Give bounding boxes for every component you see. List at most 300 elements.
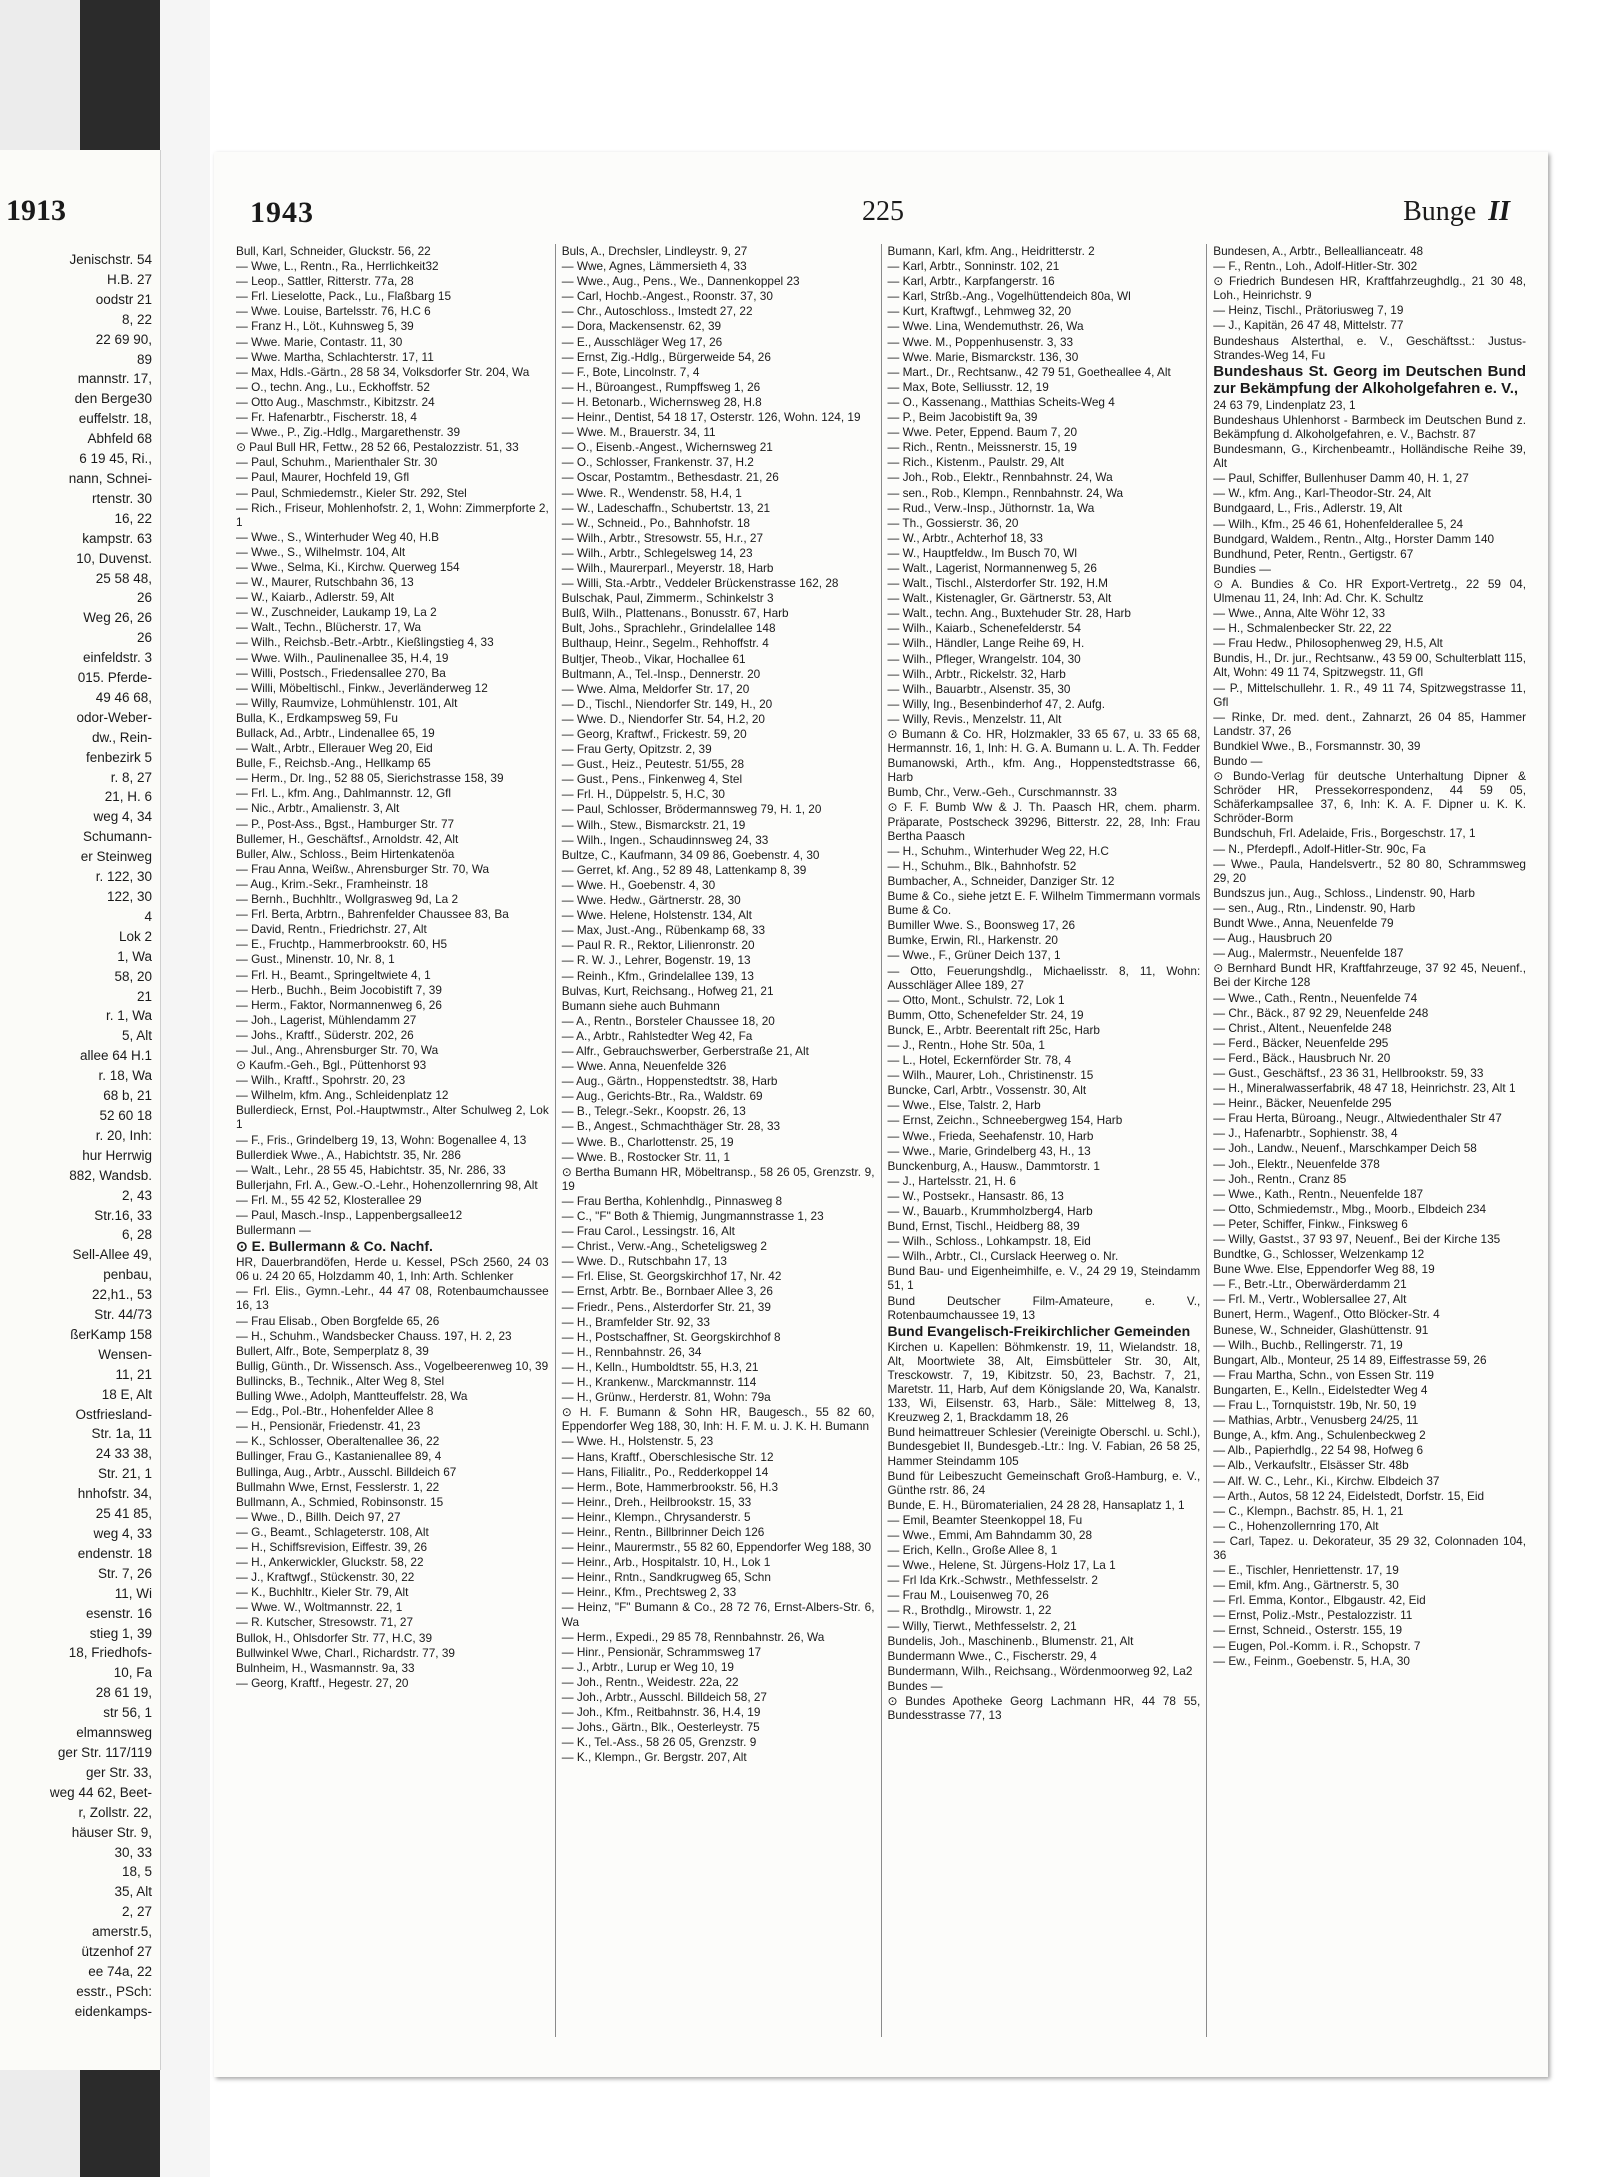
directory-entry: — Wilh., Ingen., Schaudinnsweg 24, 33 xyxy=(561,832,769,847)
directory-entry: — Wwe., F., Grüner Deich 137, 1 xyxy=(887,948,1061,963)
directory-entry: ⊙ Bumann & Co. HR, Holzmakler, 33 65 67, u. 33 65 68, Hermannstr. 16, 1, Inh: H. G. A. Bumann u. L. A. Th. Fedder xyxy=(887,727,1201,756)
directory-entry: Bullerdiek Wwe., A., Habichtstr. 35, Nr. 286 xyxy=(236,1147,461,1162)
directory-entry: — Edg., Pol.-Btr., Hohenfelder Allee 8 xyxy=(236,1404,434,1419)
previous-page-edge xyxy=(0,150,161,2070)
directory-entry: — L., Hotel, Eckernförder Str. 78, 4 xyxy=(887,1053,1072,1068)
directory-entry: — Wwe., Helene, St. Jürgens-Holz 17, La 1 xyxy=(887,1558,1116,1573)
directory-entry: Bungarten, E., Kelln., Eidelstedter Weg 4 xyxy=(1213,1382,1428,1397)
fragment-line: ßerKamp 158 xyxy=(70,1326,152,1342)
directory-entry: Bundkiel Wwe., B., Forsmannstr. 30, 39 xyxy=(1213,738,1421,753)
directory-entry: — Wilh., Arbtr., Rickelstr. 32, Harb xyxy=(887,666,1066,681)
directory-entry: — Rich., Rentn., Meissnerstr. 15, 19 xyxy=(887,440,1077,455)
directory-entry: Bungart, Alb., Monteur, 25 14 89, Eiffestrasse 59, 26 xyxy=(1213,1352,1487,1367)
fragment-line: ützenhof 27 xyxy=(81,1944,152,1960)
directory-entry: — O., techn. Ang., Lu., Eckhoffstr. 52 xyxy=(236,379,430,394)
fragment-line: 11, Wi xyxy=(114,1585,152,1601)
directory-entry: — Wilh., Buchb., Rellingerstr. 71, 19 xyxy=(1213,1337,1403,1352)
directory-entry: Bundhund, Peter, Rentn., Gertigstr. 67 xyxy=(1213,546,1414,561)
directory-entry: — Wwe. Helene, Holstenstr. 134, Alt xyxy=(561,908,752,923)
fragment-line: rtenstr. 30 xyxy=(91,490,152,506)
fragment-line: 35, Alt xyxy=(114,1884,152,1900)
directory-entry: — Ernst, Poliz.-Mstr., Pestalozzistr. 11 xyxy=(1213,1608,1413,1623)
directory-entry: — Wwe. Hedw., Gärtnerstr. 28, 30 xyxy=(561,893,741,908)
directory-entry: Bullermann — xyxy=(236,1223,311,1238)
entry-heading: Bund Evangelisch-Freikirchlicher Gemeinden xyxy=(887,1322,1191,1339)
directory-entry: Bultjer, Theob., Vikar, Hochallee 61 xyxy=(561,651,746,666)
directory-entry: — W., Arbtr., Achterhof 18, 33 xyxy=(887,530,1043,545)
directory-entry: Bunese, W., Schneider, Glashüttenstr. 91 xyxy=(1213,1322,1429,1337)
entry-heading: Bundeshaus St. Georg im Deutschen Bund zur Bekämpfung der Alkoholgefahren e. V., xyxy=(1213,362,1526,397)
directory-entry: — F., Betr.-Ltr., Oberwärderdamm 21 xyxy=(1213,1277,1407,1292)
directory-entry: — P., Post-Ass., Bgst., Hamburger Str. 77 xyxy=(236,816,455,831)
fragment-line: ger Str. 33, xyxy=(85,1764,152,1780)
directory-entry: — O., Eisenb.-Angest., Wichernsweg 21 xyxy=(561,440,773,455)
directory-entry: — Willy, Ing., Besenbinderhof 47, 2. Aufg. xyxy=(887,696,1105,711)
directory-entry: — Wilh., Schloss., Lohkampstr. 18, Eid xyxy=(887,1234,1091,1249)
directory-entry: — Gerret, kf. Ang., 52 89 48, Lattenkamp 8, 39 xyxy=(561,862,807,877)
directory-entry: — Reinh., Kfm., Grindelallee 139, 13 xyxy=(561,968,754,983)
directory-entry: — K., Schlosser, Oberaltenallee 36, 22 xyxy=(236,1434,440,1449)
fragment-line: Schumann- xyxy=(82,829,152,845)
directory-entry: — Joh., Landw., Neuenf., Marschkamper Deich 58 xyxy=(1213,1141,1477,1156)
directory-entry: — Aug., Hausbruch 20 xyxy=(1213,931,1332,946)
directory-entry: — Frau Herta, Büroang., Neugr., Altwiedenthaler Str 47 xyxy=(1213,1111,1502,1126)
directory-entry: Bulß, Wilh., Plattenans., Bonusstr. 67, Harb xyxy=(561,606,789,621)
fragment-line: r. 122, 30 xyxy=(95,869,152,885)
directory-entry: — Wwe., D., Billh. Deich 97, 27 xyxy=(236,1509,401,1524)
directory-entry: — Frl. H., Düppelstr. 5, H.C, 30 xyxy=(561,787,725,802)
directory-entry: — Willy, Gastst., 37 93 97, Neuenf., Bei der Kirche 135 xyxy=(1213,1232,1501,1246)
directory-entry: — Wilh., Händler, Lange Reihe 69, H. xyxy=(887,636,1085,651)
directory-entry: — H., Bramfelder Str. 92, 33 xyxy=(561,1314,710,1329)
fragment-line: 10, Fa xyxy=(113,1665,152,1681)
directory-entry: — Aug., Gärtn., Hoppenstedtstr. 38, Harb xyxy=(561,1074,778,1089)
fragment-line: dw., Rein- xyxy=(91,729,152,745)
fragment-line: str 56, 1 xyxy=(103,1705,152,1721)
directory-entry: — W., Maurer, Rutschbahn 36, 13 xyxy=(236,575,414,590)
directory-entry: Bundt Wwe., Anna, Neuenfelde 79 xyxy=(1213,916,1394,931)
directory-entry: — Frau Hedw., Philosophenweg 29, H.5, Alt xyxy=(1213,636,1443,651)
directory-entry: — Wilh., Arbtr., Stresowstr. 55, H.r., 27 xyxy=(561,530,764,545)
directory-entry: — Walt., Techn., Blücherstr. 17, Wa xyxy=(236,620,422,635)
directory-entry: Bundesen, A., Arbtr., Belleallianceatr. 48 xyxy=(1213,244,1424,258)
directory-entry: — Mathias, Arbtr., Venusberg 24/25, 11 xyxy=(1213,1413,1419,1428)
directory-entry: — Wwe., Paula, Handelsvertr., 52 80 80, Schrammsweg 29, 20 xyxy=(1213,856,1526,885)
directory-entry: — Walt., Lagerist, Normannenweg 5, 26 xyxy=(887,560,1097,575)
directory-entry: — Frau Carol., Lessingstr. 16, Alt xyxy=(561,1224,735,1239)
directory-entry: Bundermann Wwe., C., Fischerstr. 29, 4 xyxy=(887,1648,1097,1663)
fragment-line: nann, Schnei- xyxy=(68,470,152,486)
directory-entry: ⊙ Kaufm.-Geh., Bgl., Püttenhorst 93 xyxy=(236,1058,427,1073)
fragment-line: esenstr. 16 xyxy=(85,1605,152,1621)
directory-entry: — F., Rentn., Loh., Adolf-Hitler-Str. 302 xyxy=(1213,259,1418,274)
directory-entry: — H., Ankerwickler, Gluckstr. 58, 22 xyxy=(236,1555,424,1570)
directory-entry: — Heinz, Tischl., Prätoriusweg 7, 19 xyxy=(1213,303,1404,318)
page-header xyxy=(238,196,1528,240)
directory-entry: — P., Beim Jacobistift 9a, 39 xyxy=(887,410,1038,425)
directory-entry: — Gust., Minenstr. 10, Nr. 8, 1 xyxy=(236,952,395,967)
directory-entry: — W., Ladeschaffn., Schubertstr. 13, 21 xyxy=(561,500,771,515)
directory-entry: Bullmahn Wwe, Ernst, Fesslerstr. 1, 22 xyxy=(236,1479,440,1494)
directory-entry: — Max, Just.-Ang., Rübenkamp 68, 33 xyxy=(561,923,766,938)
directory-entry: — Johs., Gärtn., Blk., Oesterleystr. 75 xyxy=(561,1720,760,1735)
directory-entry: — Ernst, Arbtr. Be., Bornbaer Allee 3, 26 xyxy=(561,1284,773,1299)
directory-entry: — H., Schiffsrevision, Eiffestr. 39, 26 xyxy=(236,1539,428,1554)
directory-entry: — Wilh., Bauarbtr., Alsenstr. 35, 30 xyxy=(887,681,1071,696)
directory-entry: — H., Kelln., Humboldtstr. 55, H.3, 21 xyxy=(561,1359,759,1374)
directory-entry: — Heinr., Dreh., Heilbrookstr. 15, 33 xyxy=(561,1494,752,1509)
directory-entry: — J., Rentn., Hohe Str. 50a, 1 xyxy=(887,1037,1045,1052)
fragment-line: ger Str. 117/119 xyxy=(57,1744,152,1760)
directory-entry: — Arth., Autos, 58 12 24, Eidelstedt, Dorfstr. 15, Eid xyxy=(1213,1488,1485,1503)
directory-entry: — Heinr., Maurermstr., 55 82 60, Eppendorfer Weg 188, 30 xyxy=(561,1540,872,1555)
fragment-line: euffelstr. 18, xyxy=(78,411,152,427)
directory-entry: — Karl, Arbtr., Karpfangerstr. 16 xyxy=(887,274,1055,289)
directory-entry: — C., Klempn., Bachstr. 85, H. 1, 21 xyxy=(1213,1503,1404,1518)
directory-entry: — Willy, Tierwt., Methfesselstr. 2, 21 xyxy=(887,1618,1077,1633)
fragment-line: r. 8, 27 xyxy=(110,769,152,785)
directory-entry: — Alfr., Gebrauchswerber, Gerberstraße 21, Alt xyxy=(561,1043,809,1058)
directory-entry: — Gust., Pens., Finkenweg 4, Stel xyxy=(561,772,743,787)
directory-entry: ⊙ Bundo-Verlag für deutsche Unterhaltung Dipner & Schröder HR, Pressekorrespondenz, 44 59 05, Schäferkampsallee 37, 6, Inh: K. A. F. Dipner u. K. K. Schröder-Borm xyxy=(1213,769,1526,826)
directory-entry: ⊙ Bundes Apotheke Georg Lachmann HR, 44 78 55, Bundesstrasse 77, 13 xyxy=(887,1694,1201,1723)
directory-entry: — Frau M., Louisenweg 70, 26 xyxy=(887,1588,1049,1603)
directory-entry: Bund, Ernst, Tischl., Heidberg 88, 39 xyxy=(887,1219,1080,1234)
fragment-line: 58, 20 xyxy=(114,968,152,984)
directory-entry: — Ernst, Zig.-Hdlg., Bürgerweide 54, 26 xyxy=(561,349,771,364)
directory-entry: — H., Schuhm., Winterhuder Weg 22, H.C xyxy=(887,843,1109,858)
directory-entry: — Fr. Hafenarbtr., Fischerstr. 18, 4 xyxy=(236,410,417,425)
directory-entry: — Herm., Faktor, Normannenweg 6, 26 xyxy=(236,997,442,1012)
directory-entry: — Wwe., Frieda, Seehafenstr. 10, Harb xyxy=(887,1128,1094,1143)
directory-page xyxy=(214,152,1548,2077)
fragment-line: 6 19 45, Ri., xyxy=(79,451,152,467)
directory-entry: — Wwe., S., Winterhuder Weg 40, H.B xyxy=(236,529,440,544)
fragment-line: weg 4, 33 xyxy=(93,1526,152,1541)
fragment-line: 21 xyxy=(136,988,152,1004)
directory-entry: — F., Bote, Lincolnstr. 7, 4 xyxy=(561,364,700,379)
directory-entry: — Frau Bertha, Kohlenhdlg., Pinnasweg 8 xyxy=(561,1193,783,1208)
directory-entry: — Wwe., Marie, Grindelberg 43, H., 13 xyxy=(887,1143,1091,1158)
directory-entry: Bulle, F., Reichsb.-Ang., Hellkamp 65 xyxy=(236,756,431,771)
directory-entry: — Heinr., Rentn., Billbrinner Deich 126 xyxy=(561,1524,765,1539)
directory-entry: — Gust., Geschäftsf., 23 36 31, Hellbrookstr. 59, 33 xyxy=(1213,1065,1484,1080)
directory-entry: — Karl, Strßb.-Ang., Vogelhüttendeich 80a, Wl xyxy=(887,289,1131,304)
directory-entry: — Wilh., Arbtr., Cl., Curslack Heerweg o. Nr. xyxy=(887,1249,1119,1264)
directory-entry: — Joh., Lagerist, Mühlendamm 27 xyxy=(236,1012,417,1027)
directory-entry: — O., Kassenang., Matthias Scheits-Weg 4 xyxy=(887,394,1115,409)
directory-entry: — A., Rentn., Borsteler Chaussee 18, 20 xyxy=(561,1013,775,1028)
fragment-line: odor-Weber- xyxy=(76,709,152,725)
directory-entry: ⊙ A. Bundies & Co. HR Export-Vertretg., 22 59 04, Ulmenau 11, 24, Inh: Ad. Chr. K. Schultz xyxy=(1213,576,1526,605)
directory-entry: — Frl. M., Vertr., Woblersallee 27, Alt xyxy=(1213,1292,1407,1307)
directory-entry: — Willy, Raumvize, Lohmühlenstr. 101, Alt xyxy=(236,695,458,710)
directory-entry: — Wwe., Kath., Rentn., Neuenfelde 187 xyxy=(1213,1186,1424,1201)
fragment-line: Lok 2 xyxy=(118,928,152,944)
fragment-line: 2, 43 xyxy=(121,1187,152,1203)
directory-entry: 24 63 79, Lindenplatz 23, 1 xyxy=(1213,397,1356,412)
directory-entry: — Frl. Elise, St. Georgskirchhof 17, Nr. 42 xyxy=(561,1269,782,1284)
directory-entry: — Wwe. Marie, Contastr. 11, 30 xyxy=(236,334,403,349)
directory-entry: — A., Arbtr., Rahlstedter Weg 42, Fa xyxy=(561,1028,753,1043)
fragment-line: r. 20, Inh: xyxy=(95,1127,152,1143)
directory-entry: HR, Dauerbrandöfen, Herde u. Kessel, PSch 2560, 24 03 06 u. 24 20 65, Holzdamm 40, 1, Inh: Arth. Schlenker xyxy=(236,1255,549,1284)
directory-entry: Bundelis, Joh., Maschinenb., Blumenstr. 21, Alt xyxy=(887,1633,1134,1648)
directory-entry: — Paul, Masch.-Insp., Lappenbergsallee12 xyxy=(236,1208,463,1222)
fragment-line: er Steinweg xyxy=(80,849,152,865)
directory-entry: — Herm., Dr. Ing., 52 88 05, Sierichstrasse 158, 39 xyxy=(236,771,504,786)
directory-entry: — Walt., Lehr., 28 55 45, Habichtstr. 35, Nr. 286, 33 xyxy=(236,1162,506,1177)
directory-entry: — B., Angest., Schmachthäger Str. 28, 33 xyxy=(561,1119,781,1134)
fragment-line: 68 b, 21 xyxy=(103,1088,152,1104)
directory-entry: — Willi, Möbeltischl., Finkw., Jeverländerweg 12 xyxy=(236,680,488,695)
directory-entry: Bumb, Chr., Verw.-Geh., Curschmannstr. 33 xyxy=(887,785,1117,800)
fragment-line: 8, 22 xyxy=(121,311,152,327)
directory-entry: — Frl. L., kfm. Ang., Dahlmannstr. 12, Gfl xyxy=(236,786,452,801)
fragment-line: 10, Duvenst. xyxy=(76,550,152,566)
directory-entry: — Wwe., Else, Talstr. 2, Harb xyxy=(887,1098,1041,1113)
directory-entry: Bundo — xyxy=(1213,754,1263,768)
directory-entry: — Wwe., Selma, Ki., Kirchw. Querweg 154 xyxy=(236,559,460,574)
directory-entry: — Emil, Beamter Steenkoppel 18, Fu xyxy=(887,1512,1083,1527)
fragment-line: 18 E, Alt xyxy=(101,1386,152,1402)
directory-entry: — Nic., Arbtr., Amalienstr. 3, Alt xyxy=(236,801,400,816)
fragment-line: 52 60 18 xyxy=(99,1107,152,1123)
directory-entry: — Peter, Schiffer, Finkw., Finksweg 6 xyxy=(1213,1216,1408,1231)
directory-entry: — B., Telegr.-Sekr., Koopstr. 26, 13 xyxy=(561,1104,746,1119)
directory-entry: — Frau L., Tornquiststr. 19b, Nr. 50, 19 xyxy=(1213,1398,1417,1413)
directory-entry: — W., Kaiarb., Adlerstr. 59, Alt xyxy=(236,590,395,605)
directory-entry: Bullerdieck, Ernst, Pol.-Hauptwmstr., Alter Schulweg 2, Lok 1 xyxy=(236,1103,549,1132)
directory-entry: Bullig, Günth., Dr. Wissensch. Ass., Vogelbeerenweg 10, 39 xyxy=(236,1358,549,1373)
directory-entry: Bumm, Otto, Schenefelder Str. 24, 19 xyxy=(887,1007,1084,1022)
directory-entry: — Alb., Papierhdlg., 22 54 98, Hofweg 6 xyxy=(1213,1443,1424,1458)
directory-entry: — Walt., techn. Ang., Buxtehuder Str. 28, Harb xyxy=(887,606,1131,621)
fragment-line: r. 18, Wa xyxy=(98,1068,152,1084)
directory-entry: — Franz H., Löt., Kuhnsweg 5, 39 xyxy=(236,319,414,334)
directory-entry: Bune Wwe. Else, Eppendorfer Weg 88, 19 xyxy=(1213,1262,1435,1277)
fragment-line: 18, 5 xyxy=(121,1864,152,1880)
directory-entry: — Wwe. Anna, Neuenfelde 326 xyxy=(561,1059,727,1074)
directory-entry: Bumbacher, A., Schneider, Danziger Str. 12 xyxy=(887,873,1115,888)
directory-entry: — Wwe, L., Rentn., Ra., Herrlichkeit32 xyxy=(236,259,439,274)
directory-entry: — Heinr., Klempn., Chrysanderstr. 5 xyxy=(561,1509,751,1524)
fragment-line: Abhfeld 68 xyxy=(87,431,152,447)
fragment-line: 25 41 85, xyxy=(95,1506,152,1522)
directory-entry: — Heinr., Dentist, 54 18 17, Osterstr. 126, Wohn. 124, 19 xyxy=(561,410,861,425)
directory-entry: — H., Pensionär, Friedenstr. 41, 23 xyxy=(236,1419,421,1434)
directory-entry: — Ernst, Zeichn., Schneebergweg 154, Harb xyxy=(887,1113,1123,1128)
directory-entry: Bullinga, Aug., Arbtr., Ausschl. Billdeich 67 xyxy=(236,1464,457,1479)
directory-entry: — Paul, Schlosser, Brödermannsweg 79, H. 1, 20 xyxy=(561,802,822,817)
directory-entry: — Joh., Elektr., Neuenfelde 378 xyxy=(1213,1156,1380,1171)
fragment-line: 16, 22 xyxy=(114,510,152,526)
previous-page-year: 1913 xyxy=(6,194,66,227)
directory-entry: — Carl, Tapez. u. Dekorateur, 35 29 32, Colonnaden 104, 36 xyxy=(1213,1533,1526,1562)
directory-entry: — Jul., Ang., Ahrensburger Str. 70, Wa xyxy=(236,1042,439,1057)
fragment-line: Weg 26, 26 xyxy=(83,610,152,626)
directory-entry: Bulla, K., Erdkampsweg 59, Fu xyxy=(236,710,398,725)
directory-entry: — Otto, Schmiedemstr., Mbg., Moorb., Elbdeich 234 xyxy=(1213,1201,1487,1216)
directory-entry: — H., Grünw., Herderstr. 81, Wohn: 79a xyxy=(561,1390,771,1405)
directory-entry: — Wwe. W., Woltmannstr. 22, 1 xyxy=(236,1600,403,1615)
fragment-line: H.B. 27 xyxy=(106,271,152,287)
fragment-line: kampstr. 63 xyxy=(82,530,152,546)
fragment-line: 25 58 48, xyxy=(95,570,152,586)
directory-entry: — Frau Elisab., Oben Borgfelde 65, 26 xyxy=(236,1313,440,1328)
directory-entry: — Wwe, Agnes, Lämmersieth 4, 33 xyxy=(561,259,747,274)
fragment-line: 22 69 90, xyxy=(95,331,152,347)
directory-entry: — Wwe. D., Niendorfer Str. 54, H.2, 20 xyxy=(561,711,765,726)
directory-entry: — Wwe., P., Zig.-Hdlg., Margarethenstr. 39 xyxy=(236,425,461,440)
directory-entry: — Wilh., Reichsb.-Betr.-Arbtr., Kießlingstieg 4, 33 xyxy=(236,635,494,650)
directory-entry: — Paul, Schiffer, Bullenhuser Damm 40, H. 1, 27 xyxy=(1213,471,1469,486)
directory-entry: ⊙ Friedrich Bundesen HR, Kraftfahrzeughdlg., 21 30 48, Loh., Heinrichstr. 9 xyxy=(1213,274,1526,303)
directory-entry: — Oscar, Postamtm., Bethesdastr. 21, 26 xyxy=(561,470,779,485)
directory-entry: Bullert, Alfr., Bote, Semperplatz 8, 39 xyxy=(236,1343,429,1358)
directory-entry: — Hans, Filialitr., Po., Redderkoppel 14 xyxy=(561,1464,769,1479)
directory-entry: — E., Fruchtp., Hammerbrookstr. 60, H5 xyxy=(236,937,448,952)
directory-entry: — Paul, Schuhm., Marienthaler Str. 30 xyxy=(236,455,438,470)
directory-entry: — sen., Aug., Rtn., Lindenstr. 90, Harb xyxy=(1213,900,1416,915)
directory-entry: Bume & Co., siehe jetzt E. F. Wilhelm Timmermann vormals Bume & Co. xyxy=(887,889,1201,918)
directory-entry: — Wwe. Marie, Bismarckstr. 136, 30 xyxy=(887,349,1079,364)
column-4 xyxy=(1206,244,1532,2037)
directory-entry: — E., Ausschläger Weg 17, 26 xyxy=(561,334,723,349)
fragment-line: 1, Wa xyxy=(117,948,152,964)
directory-entry: Bulnheim, H., Wasmannstr. 9a, 33 xyxy=(236,1660,415,1675)
fragment-line: oodstr 21 xyxy=(95,291,152,307)
directory-entry: Bumann siehe auch Buhmann xyxy=(561,998,720,1013)
fragment-line: esstr., PSch: xyxy=(76,1983,152,1999)
directory-entry: — Paul, Maurer, Hochfeld 19, Gfl xyxy=(236,470,410,485)
fragment-line: 89 xyxy=(136,351,152,367)
directory-entry: — Wwe. Peter, Eppend. Baum 7, 20 xyxy=(887,425,1078,440)
directory-entry: — Aug., Gerichts-Btr., Ra., Waldstr. 69 xyxy=(561,1089,763,1104)
directory-entry: — H., Schuhm., Blk., Bahnhofstr. 52 xyxy=(887,858,1077,873)
directory-entry: — H., Mineralwasserfabrik, 48 47 18, Heinrichstr. 23, Alt 1 xyxy=(1213,1081,1516,1096)
directory-entry: — Christ., Altent., Neuenfelde 248 xyxy=(1213,1020,1392,1035)
directory-entry: Bundgard, Waldem., Rentn., Altg., Horster Damm 140 xyxy=(1213,531,1495,546)
directory-entry: — Ew., Feinm., Goebenstr. 5, H.A, 30 xyxy=(1213,1653,1410,1668)
directory-entry: — Heinr., Bäcker, Neuenfelde 295 xyxy=(1213,1096,1392,1111)
header-volume: II xyxy=(1488,196,1510,227)
directory-entry: Bund Deutscher Film-Amateure, e. V., Rotenbaumchaussee 19, 13 xyxy=(887,1293,1201,1322)
directory-entry: ⊙ F. F. Bumb Ww & J. Th. Paasch HR, chem. pharm. Präparate, Postscheck 39296, Bitterstr. 22, 28, Inh: Frau Bertha Paasch xyxy=(887,800,1201,843)
fragment-line: stieg 1, 39 xyxy=(89,1625,152,1641)
directory-entry: — Walt., Arbtr., Ellerauer Weg 20, Eid xyxy=(236,741,433,756)
fragment-line: mannstr. 17, xyxy=(77,371,152,387)
previous-page-fragments xyxy=(0,250,152,2022)
directory-entry: — Heinr., Kfm., Prechtsweg 2, 33 xyxy=(561,1585,737,1600)
directory-entry: — Herm., Bote, Hammerbrookstr. 56, H.3 xyxy=(561,1479,779,1494)
directory-entry: — Wwe. B., Rostocker Str. 11, 1 xyxy=(561,1149,731,1164)
directory-entry: Bulschak, Paul, Zimmerm., Schinkelstr 3 xyxy=(561,591,774,606)
directory-entry: — Wilh., Pfleger, Wrangelstr. 104, 30 xyxy=(887,651,1081,666)
column-1 xyxy=(230,244,555,2037)
directory-entry: — Joh., Kfm., Reitbahnstr. 36, H.4, 19 xyxy=(561,1705,761,1720)
directory-entry: Bullok, H., Ohlsdorfer Str. 77, H.C, 39 xyxy=(236,1630,433,1645)
fragment-line: hur Herrwig xyxy=(82,1147,152,1163)
directory-entry: ⊙ Bernhard Bundt HR, Kraftfahrzeuge, 37 92 45, Neuenf., Bei der Kirche 128 xyxy=(1213,961,1526,990)
directory-entry: — Wwe. H., Goebenstr. 4, 30 xyxy=(561,877,716,892)
directory-entry: — Ferd., Bäcker, Neuenfelde 295 xyxy=(1213,1035,1389,1050)
directory-entry: — Wwe. Louise, Bartelsstr. 76, H.C 6 xyxy=(236,304,431,319)
directory-entry: — F., Fris., Grindelberg 19, 13, Wohn: Bogenallee 4, 13 xyxy=(236,1132,527,1147)
directory-entry: — Otto, Feuerungshdlg., Michaelisstr. 8, 11, Wohn: Ausschläger Allee 189, 27 xyxy=(887,963,1201,992)
directory-entry: — H., Postschaffner, St. Georgskirchhof 8 xyxy=(561,1329,781,1344)
fragment-line: einfeldstr. 3 xyxy=(82,650,152,666)
directory-entry: Kirchen u. Kapellen: Böhmkenstr. 19, 11, Wielandstr. 18, Alt, Moortwiete 38, Alt, Eimsbütteler Str. 30, Alt, Tresckowstr. 7, 19, Kibitzstr. 50, 23, Bachstr. 7, 21, Maretstr. 11, Harb, Auf dem Königslande 20, Wa, Kanalstr. 133, Wi, Eilsenstr. 63, Harb., Säle: Mittelweg 8, 13, Kreuzweg 2, 1, Brackdamm 18, 26 xyxy=(887,1339,1201,1425)
directory-entry: — Heinr., Arb., Hospitalstr. 10, H., Lok 1 xyxy=(561,1555,771,1570)
fragment-line: eidenkamps- xyxy=(74,2003,152,2019)
fragment-line: fenbezirk 5 xyxy=(85,749,152,765)
directory-entry: — Wwe., Anna, Alte Wöhr 12, 33 xyxy=(1213,606,1386,621)
fragment-line: häuser Str. 9, xyxy=(71,1824,152,1840)
directory-entry: — Wilhelm, kfm. Ang., Schleidenplatz 12 xyxy=(236,1088,449,1103)
directory-entry: Bull, Karl, Schneider, Gluckstr. 56, 22 xyxy=(236,244,431,258)
directory-entry: — Walt., Kistenagler, Gr. Gärtnerstr. 53, Alt xyxy=(887,591,1112,606)
fragment-line: 24 33 38, xyxy=(95,1446,152,1462)
directory-entry: — Walt., Tischl., Alsterdorfer Str. 192, H.M xyxy=(887,576,1108,591)
fragment-line: 22,h1., 53 xyxy=(91,1287,152,1303)
fragment-line: Ostfriesland- xyxy=(75,1406,152,1422)
fragment-line: 28 61 19, xyxy=(95,1685,152,1701)
fragment-line: Str. 1a, 11 xyxy=(91,1426,152,1442)
fragment-line: 26 xyxy=(136,590,152,606)
directory-entry: — Karl, Arbtr., Sonninstr. 102, 21 xyxy=(887,259,1060,274)
directory-entry: — Max, Hdls.-Gärtn., 28 58 34, Volksdorfer Str. 204, Wa xyxy=(236,364,530,379)
directory-entry: Bunck, E., Arbtr. Beerentalt rift 25c, Harb xyxy=(887,1022,1100,1037)
fragment-line: 11, 21 xyxy=(115,1366,152,1382)
directory-entry: — Wwe., Emmi, Am Bahndamm 30, 28 xyxy=(887,1527,1093,1542)
directory-entry: Bundeshaus Uhlenhorst - Barmbeck im Deutschen Bund z. Bekämpfung d. Alkoholgefahren, e. V., Bachstr. 87 xyxy=(1213,412,1526,441)
fragment-line: allee 64 H.1 xyxy=(79,1048,152,1064)
header-year: 1943 xyxy=(250,196,314,229)
directory-entry: — Frl. Emma, Kontor., Elbgaustr. 42, Eid xyxy=(1213,1593,1426,1608)
directory-entry: — Wwe., S., Wilhelmstr. 104, Alt xyxy=(236,544,406,559)
fragment-line: 49 46 68, xyxy=(95,689,152,705)
directory-entry: — Aug., Malermstr., Neuenfelde 187 xyxy=(1213,946,1404,961)
directory-entry: — Wwe. R., Wendenstr. 58, H.4, 1 xyxy=(561,485,742,500)
directory-entry: — N., Pferdepfl., Adolf-Hitler-Str. 90c, Fa xyxy=(1213,841,1426,856)
directory-entry: Bullack, Ad., Arbtr., Lindenallee 65, 19 xyxy=(236,726,435,740)
directory-entry: — Joh., Rob., Elektr., Rennbahnstr. 24, Wa xyxy=(887,470,1113,485)
fragment-line: Str. 21, 1 xyxy=(97,1466,152,1482)
directory-entry: — K., Tel.-Ass., 58 26 05, Grenzstr. 9 xyxy=(561,1735,757,1750)
directory-entry: Bundermann, Wilh., Reichsang., Wördenmoorweg 92, La2 xyxy=(887,1663,1193,1678)
directory-entry: Bultze, C., Kaufmann, 34 09 86, Goebenstr. 4, 30 xyxy=(561,847,820,862)
directory-entry: — Wilh., Kaiarb., Schenefelderstr. 54 xyxy=(887,621,1081,636)
fragment-line: 30, 33 xyxy=(114,1844,152,1860)
fragment-line: 4 xyxy=(144,908,152,924)
directory-entry: — Wwe. Wilh., Paulinenallee 35, H.4, 19 xyxy=(236,650,449,665)
directory-entry: — Otto Aug., Maschmstr., Kibitzstr. 24 xyxy=(236,394,435,409)
directory-entry: — Wwe., Aug., Pens., We., Dannenkoppel 23 xyxy=(561,274,800,289)
directory-entry: ⊙ H. F. Bumann & Sohn HR, Baugesch., 55 82 60, Eppendorfer Weg 188, 30, Inh: H. F. M. u. J. K. H. Bumann xyxy=(561,1405,875,1434)
directory-entry: — Wwe. Lina, Wendemuthstr. 26, Wa xyxy=(887,319,1084,334)
fragment-line: Sell-Allee 49, xyxy=(72,1247,152,1263)
directory-entry: — Joh., Rentn., Cranz 85 xyxy=(1213,1171,1347,1186)
directory-entry: ⊙ Bertha Bumann HR, Möbeltransp., 58 26 05, Grenzstr. 9, 19 xyxy=(561,1164,875,1193)
directory-entry: — O., Schlosser, Frankenstr. 37, H.2 xyxy=(561,455,754,470)
fragment-line: 2, 27 xyxy=(121,1904,152,1920)
directory-entry: — Wilh., Stew., Bismarckstr. 21, 19 xyxy=(561,817,746,832)
directory-entry: — Frl. Berta, Arbtrn., Bahrenfelder Chaussee 83, Ba xyxy=(236,907,509,922)
fragment-line: weg 4, 34 xyxy=(93,809,152,825)
directory-entry: Bumke, Erwin, Rl., Harkenstr. 20 xyxy=(887,933,1058,948)
directory-entry: — Wwe. B., Charlottenstr. 25, 19 xyxy=(561,1134,734,1149)
